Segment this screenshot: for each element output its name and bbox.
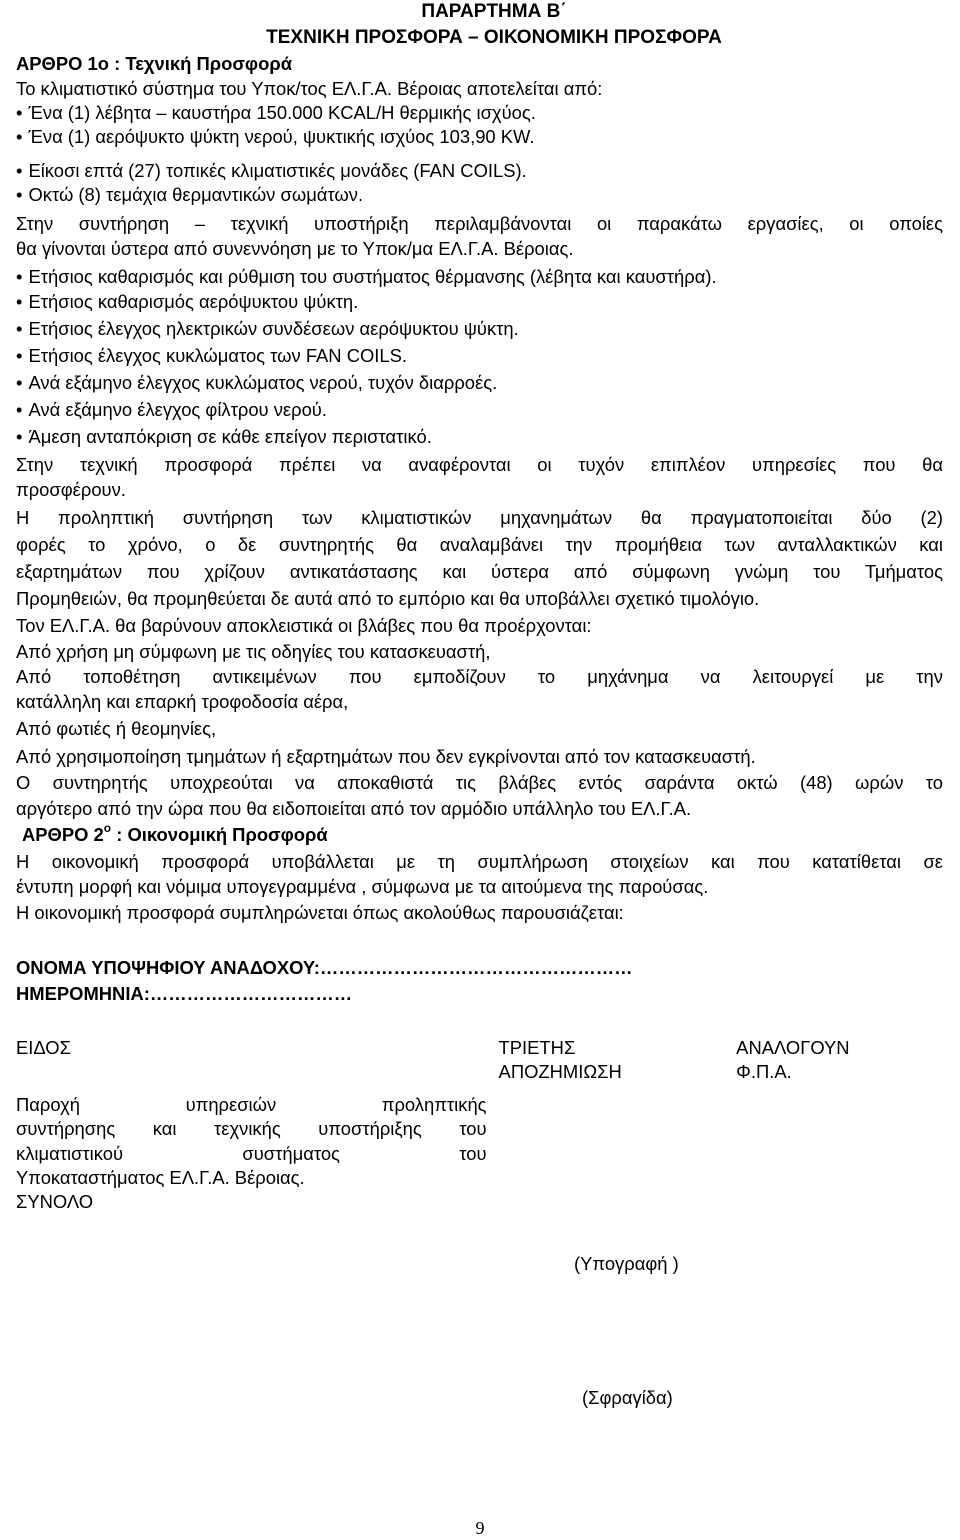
table-row [10, 1085, 950, 1191]
stamp-label: (Σφραγίδα) [582, 1387, 673, 1408]
system-intro: Το κλιματιστικό σύστημα του Υποκ/τος ΕΛ.Γ.Α. Βέροιας αποτελείται από: [16, 78, 603, 99]
component-item: • Είκοσι επτά (27) τοπικές κλιματιστικές μονάδες (FAN COILS). [16, 159, 943, 183]
damage-cause: Από χρησιμοποίηση τμημάτων ή εξαρτημάτων που δεν εγκρίνονται από τον κατασκευαστή. [16, 746, 756, 767]
table-header-row [10, 1032, 950, 1085]
header-compensation: ΤΡΙΕΤΗΣ ΑΠΟΖΗΜΙΩΣΗ [498, 1037, 622, 1083]
task-item: • Άμεση ανταπόκριση σε κάθε επείγον περιστατικό. [16, 425, 943, 449]
preventive-maintenance: εξαρτημάτων που χρίζουν αντικατάστασης και ύστερα από σύμφωνη γνώμη του Τμήματος [16, 561, 943, 582]
annex-title: ΠΑΡΑΡΤΗΜΑ Β΄ [421, 1, 567, 22]
task-item: • Ετήσιος καθαρισμός αερόψυκτου ψύκτη. [16, 290, 943, 314]
damages-intro: Τον ΕΛ.Γ.Α. θα βαρύνουν αποκλειστικά οι βλάβες που θα προέρχονται: [16, 615, 592, 636]
task-item: • Ετήσιος καθαρισμός και ρύθμιση του συστήματος θέρμανσης (λέβητα και καυστήρα). [16, 265, 943, 289]
repair-obligation: Ο συντηρητής υποχρεούται να αποκαθιστά τις βλάβες εντός σαράντα οκτώ (48) ωρών το [16, 772, 943, 793]
preventive-maintenance: φορές το χρόνο, ο δε συντηρητής θα αναλαμβάνει την προμήθεια των ανταλλακτικών και [16, 534, 943, 555]
task-item: • Ετήσιος έλεγχος κυκλώματος των FAN COILS. [16, 344, 943, 368]
maintenance-intro-cont: θα γίνονται ύστερα από συνεννόηση με το Υποκ/μα ΕΛ.Γ.Α. Βέροιας. [16, 238, 574, 259]
offer-subtitle: ΤΕΧΝΙΚΗ ΠΡΟΣΦΟΡΑ – ΟΙΚΟΝΟΜΙΚΗ ΠΡΟΣΦΟΡΑ [266, 27, 722, 48]
total-compensation-cell [493, 1190, 731, 1214]
total-vat-cell [730, 1190, 950, 1214]
article2-heading: ΑΡΘΡΟ $2^o$ : Οικονομική Προσφορά [22, 820, 328, 845]
financial-offer-submit-cont: έντυπη μορφή και νόμιμα υπογεγραμμένα , σύμφωνα με τα αιτούμενα της παρούσας. [16, 876, 709, 897]
financial-offer-submit: Η οικονομική προσφορά υποβάλλεται με τη συμπλήρωση στοιχείων και που κατατίθεται σε [16, 851, 943, 872]
damage-cause-cont: κατάλληλη και επαρκή τροφοδοσία αέρα, [16, 691, 349, 712]
header-vat: ΑΝΑΛΟΓΟΥΝ Φ.Π.Α. [736, 1037, 850, 1083]
page-number: 9 [475, 1518, 485, 1538]
table-total-row [10, 1190, 950, 1214]
task-item: • Ανά εξάμηνο έλεγχος φίλτρου νερού. [16, 398, 943, 422]
damage-cause: Από φωτιές ή θεομηνίες, [16, 718, 217, 739]
candidate-name-field: ΟΝΟΜΑ ΥΠΟΨΗΦΙΟΥ ΑΝΑΔΟΧΟΥ:…………………………………………… [16, 957, 633, 978]
preventive-maintenance: Η προληπτική συντήρηση των κλιματιστικών μηχανημάτων θα πραγματοποιείται δύο (2) [16, 507, 943, 528]
extra-services: Στην τεχνική προσφορά πρέπει να αναφέρονται οι τυχόν επιπλέον υπηρεσίες που θα [16, 454, 943, 475]
compensation-cell [493, 1085, 731, 1191]
component-item: • Ένα (1) αερόψυκτο ψύκτη νερού, ψυκτικής ισχύος 103,90 KW. [16, 125, 943, 149]
total-label: ΣΥΝΟΛΟ [16, 1191, 94, 1213]
article1-heading: ΑΡΘΡΟ 1ο : Τεχνική Προσφορά [16, 53, 293, 74]
item-description: Παροχή υπηρεσιών προληπτικής συντήρησης και τεχνικής υποστήριξης του κλιματιστικού συστήματος του Υποκαταστήματος ΕΛ.Γ.Α. Βέροιας. [16, 1093, 487, 1189]
preventive-maintenance: Προμηθειών, θα προμηθεύεται δε αυτά από το εμπόριο και θα υποβάλλει σχετικό τιμολόγιο. [16, 588, 760, 609]
header-item: ΕΙΔΟΣ [16, 1037, 71, 1058]
component-item: • Οκτώ (8) τεμάχια θερμαντικών σωμάτων. [16, 183, 943, 207]
task-item: • Ετήσιος έλεγχος ηλεκτρικών συνδέσεων αερόψυκτου ψύκτη. [16, 317, 943, 341]
date-field: ΗΜΕΡΟΜΗΝΙΑ:…………………………… [16, 983, 353, 1004]
maintenance-intro: Στην συντήρηση – τεχνική υποστήριξη περιλαμβάνονται οι παρακάτω εργασίες, οι οποίες [16, 213, 943, 234]
damage-cause: Από τοποθέτηση αντικειμένων που εμποδίζουν το μηχάνημα να λειτουργεί με την [16, 666, 943, 687]
task-item: • Ανά εξάμηνο έλεγχος κυκλώματος νερού, τυχόν διαρροές. [16, 371, 943, 395]
vat-cell [730, 1085, 950, 1191]
extra-services-cont: προσφέρουν. [16, 479, 126, 500]
repair-obligation-cont: αργότερο από την ώρα που θα ειδοποιείται από τον αρμόδιο υπάλληλο του ΕΛ.Γ.Α. [16, 798, 692, 819]
signature-label: (Υπογραφή ) [574, 1253, 679, 1274]
financial-offer-note: Η οικονομική προσφορά συμπληρώνεται όπως ακολούθως παρουσιάζεται: [16, 902, 624, 923]
damage-cause: Από χρήση μη σύμφωνη με τις οδηγίες του κατασκευαστή, [16, 641, 491, 662]
offer-table [10, 1032, 950, 1215]
component-item: • Ένα (1) λέβητα – καυστήρα 150.000 KCAL/H θερμικής ισχύος. [16, 101, 943, 125]
